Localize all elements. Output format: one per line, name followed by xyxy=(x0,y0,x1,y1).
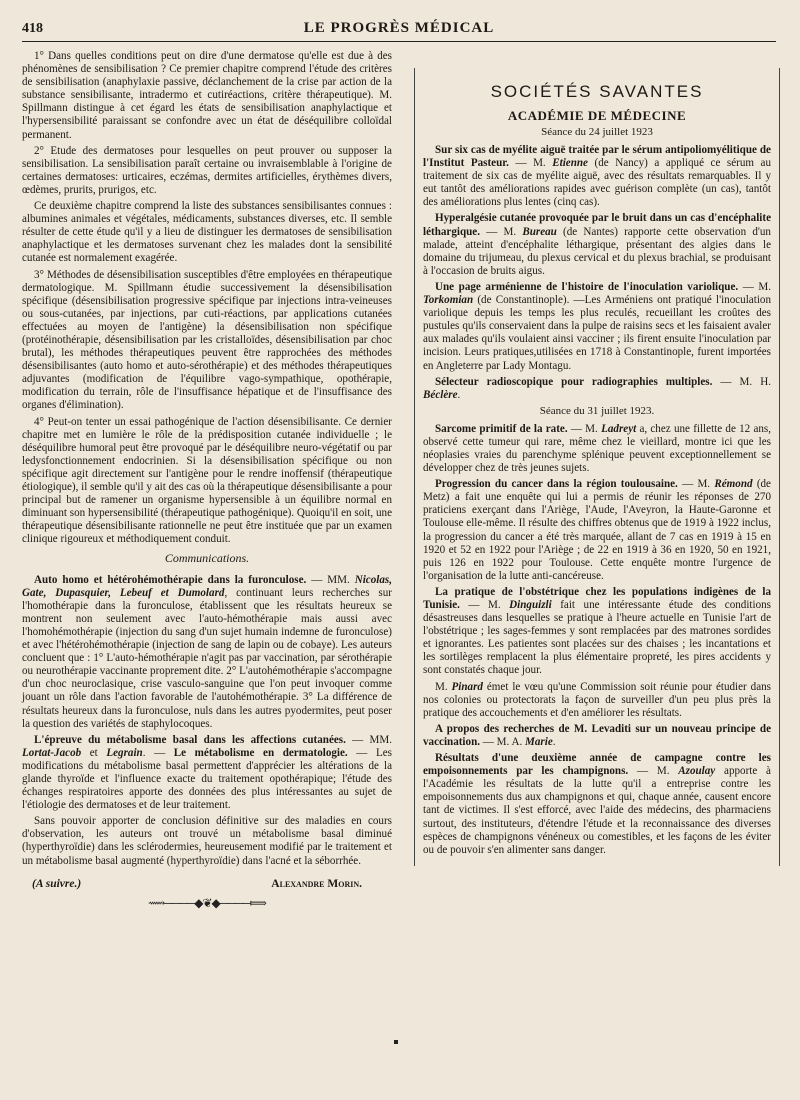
article-authors: Lortat-Jacob xyxy=(22,746,82,759)
print-mark xyxy=(394,1040,398,1044)
report-item: Progression du cancer dans la région toulousaine. — M. Rémond (de Metz) a fait une enquête qui lui a permis de réunir les réponses de 270 praticiens exerçant dans l'Ariège, l'Aude, l'Aveyron, la Haute-Garonne et Toulouse elle-même. Il résulte des chiffres obtenus que de 1919 à 1922 inclus, la progression du cancer a été très marquée, allant de 7 cas en 1919 à 15 en 1920 et 52 en 1922 pour l'Ariège ; de 22 en 1919 à 36 en 1920, 50 en 1921, puis 126 en 1922 pour Toulouse. Cette enquête montre l'urgence de l'organisation de la lutte anti-cancéreuse. xyxy=(423,478,771,582)
report-item: Sélecteur radioscopique pour radiographies multiples. — M. H. Béclère. xyxy=(423,375,771,401)
paragraph-5: 4° Peut-on tenter un essai pathogénique de l'action désensibilisante. Ce dernier chapitre met en lumière le rôle de la prédisposition cutanée individuelle ; le déséquilibre humoral peut être provoqué par le déséquilibre neuro-végétatif ou par ledysfonctionnement endocrinien. Si la désensibilisation spécifique ou non spécifique agit directement sur l'antigène pour le rendre inoffensif (thérapeutique étiologique), il semble qu'il y ait des cas où la thérapeutique désensibilisante a pour principal but de ramener un organisme hypersensible à un équilibre normal en diminuant son hypersensibilité (thérapeutique pathogénique). Quoiqu'il en soit, une thérapeutique désensibilisante rationnelle ne peut être instituée que par un examen clinique rigoureux et méthodiquement conduit. xyxy=(22,415,392,546)
report-item: Sur six cas de myélite aiguë traitée par le sérum antipoliomyélitique de l'Institut Pasteur. — M. Etienne (de Nancy) a appliqué ce sérum au traitement de six cas de myélite aiguë, avec des résultats remarquables. Il y eut tantôt des améliorations rapides avec guérison complète (un cas), tantôt des améliorations plus lentes (cinq cas). xyxy=(423,144,772,209)
paragraph-3: Ce deuxième chapitre comprend la liste des substances sensibilisantes connues : albumines animales et végétales, médicaments, substances diverses, etc. Il semble résulter de cette étude qu'il y a lieu de distinguer les dermatoses de sensibilisation anaphylactique et les dermatoses survenant chez les malades dont la sensibilité cutanée est normalement exagérée. xyxy=(22,200,392,265)
pinard-paragraph: M. Pinard émet le vœu qu'une Commission soit réunie pour étudier dans nos colonies ou protectorats la façon de surveiller d'un peu plus près la pratique des accouchements et d'en améliorer les résultats. xyxy=(423,680,771,719)
author-signature: Alexandre Morin. xyxy=(271,877,362,890)
ornament-divider: ⟿────◆❦◆────⟾ xyxy=(148,895,266,910)
session-date-1: Séance du 24 juillet 1923 xyxy=(541,126,653,138)
report-item: La pratique de l'obstétrique chez les populations indigènes de la Tunisie. — M. Dinguizli fait une intéressante étude des conditions désastreuses dans lesquelles se pratique à l'heure actuelle en Tunisie l'art de l'obstétrique ; les sages-femmes y sont remplacées par des matrones sordides et ignorantes. Les patientes sont placées sur des chaises ; les incantations et les sortilèges remplacent la plus élémentaire propreté, les pires accidents y sont constatés chaque jour. xyxy=(423,585,771,677)
right-column xyxy=(414,50,780,911)
article-title: Auto homo et hétérohémothérapie dans la furonculose. xyxy=(34,573,307,586)
report-item: Sarcome primitif de la rate. — M. Ladreyt a, chez une fillette de 12 ans, observé cette tumeur qui rare, même chez le vieillard, montre ici que les néoplasies vraies du parenchyme splénique peuvent exceptionnellement se développer chez de très jeunes sujets. xyxy=(423,422,772,475)
to-be-continued: (A suivre.) xyxy=(32,877,82,890)
page-number: 418 xyxy=(22,21,43,36)
article-authors-2: Legrain xyxy=(106,746,143,759)
article-authors: Nicolas, Gate, Dupasquier, Lebeuf et Dumolard xyxy=(22,573,392,599)
academy-title: ACADÉMIE DE MÉDECINE xyxy=(507,108,687,123)
signature-line xyxy=(32,878,362,890)
section-title: SOCIÉTÉS SAVANTES xyxy=(490,82,704,101)
two-columns xyxy=(22,50,780,911)
article-subtitle: Le métabolisme en dermatologie. xyxy=(173,746,348,759)
left-column xyxy=(22,50,392,911)
epreuve-article: L'épreuve du métabolisme basal dans les affections cutanées. — MM. Lortat-Jacob et Legrain. — Le métabolisme en dermatologie. — Les modifications du métabolisme basal permettent d'apprécier les altérations de la glande thyroïde et l'influence exacte du traitement opothérapique; l'étude des échanges respiratoires apporte des données des plus intéressantes au sujet de l'étiologie des dermatoses et de leur traitement. xyxy=(22,733,392,812)
report-item: A propos des recherches de M. Levaditi sur un nouveau principe de vaccination. — M. A. Marie. xyxy=(423,722,771,748)
article-title: L'épreuve du métabolisme basal dans les affections cutanées. xyxy=(34,733,346,746)
auto-homo-article: Auto homo et hétérohémothérapie dans la furonculose. — MM. Nicolas, Gate, Dupasquier, Lebeuf et Dumolard, continuant leurs recherches sur l'homothérapie dans la furonculose, établissent que les résultats heureux se montrent non seulement avec l'auto-hémothérapie mais aussi avec l'homohémothérapie (injection du sang d'un sujet humain indemne de furonculose) et avec l'hétérohémothérapie (injection de sang de lapin ou de cobaye). Les auteurs concluent que : 1° L'auto-hémothérapie n'agit pas par vaccination, par sérothérapie ou neurothérapie vaccinante proprement dite. 2° L'autohémothérapie s'accompagne d'un choc neuroclasique, crise vasculo-sanguine que l'on peut invoquer comme jouant un rôle dans l'action favorable de l'autohémothérapie. 3° La différence de résultats heureux dans la furonculose, nuls dans les autres pyodermites, peut poser la question des variétés de staphylocoques. xyxy=(22,573,392,730)
communications-heading: Communications. xyxy=(164,551,250,566)
session-date-2: Séance du 31 juillet 1923. xyxy=(539,404,655,417)
paragraph-2: 2° Etude des dermatoses pour lesquelles on peut prouver ou supposer la sensibilisation. La sensibilisation paraît certaine ou invraisemblable à l'origine de certaines dermatoses: urticaires, eczémas, dermites artificielles, érythèmes divers, œdèmes, prurits, prurigos, etc. xyxy=(22,144,392,196)
report-item: Résultats d'une deuxième année de campagne contre les empoisonnements par les champignons. — M. Azoulay apporte à l'Académie les résultats de la lutte qu'il a entreprise contre les empoisonnements dus aux champignons et qui, chaque année, causent encore tant de victimes. Il s'est efforcé, avec l'aide des médecins, des pharmaciens surtout, des instituteurs, d'étendre l'étude et la reconnaissance des diverses espèces de champignons vénéneux ou comestibles, et les façons de les éviter ou de pouvoir s'en alimenter sans danger. xyxy=(423,752,771,856)
page-header xyxy=(22,20,776,42)
paragraph-4: 3° Méthodes de désensibilisation susceptibles d'être employées en thérapeutique dermatologique. M. Spillmann étudie successivement la désensibilisation spécifique (désensibilisation progressive spécifique par injections intra-veineuses ou sous-cutanées, par injections, par cuti-réactions, par applications cutanées effectuées au moyen de l'antigène) la désensibilisation non spécifique (protéinothérapie, désensibilisation par les cristalloïdes, désensibilisation par choc brutal), les méthodes thérapeutiques peuvent être rapprochées des méthodes désensibilisantes (auto homo et auto-sérothérapie) et des méthodes thérapeutiques adjuvantes (modification de l'équilibre vago-sympathique, opothérapie, modification du terrain, rôle de l'insuffisance hépatique et de l'insuffisance des organes d'élimination). xyxy=(22,268,392,412)
report-item: Une page arménienne de l'histoire de l'inoculation variolique. — M. Torkomian (de Constantinople). —Les Arméniens ont pratiqué l'inoculation variolique depuis les temps les plus reculés, recueillant les croûtes des pustules qu'ils conservaient dans la pulpe de raisins secs et les faisaient avaler aux malades qu'ils voulaient ainsi vacciner ; ils firent ensuite l'inoculation par incision. Leurs pratiques,utilisées en 1718 à Constantinople, furent importées en Angleterre par Lady Montagu. xyxy=(423,280,772,372)
right-column-frame xyxy=(414,68,780,866)
journal-title: LE PROGRÈS MÉDICAL xyxy=(303,20,495,36)
paragraph-1: 1° Dans quelles conditions peut on dire d'une dermatose qu'elle est due à des phénomènes de sensibilisation ? Ce premier chapitre comprend l'étude des critères de sensibilisation (anaphylaxie passive, déclanchement de la crise par action de la substance sensibilisante, intradermo et cutiréactions, critère thérapeutique). M. Spillmann distingue à cet égard les états de sensibilisation anaphylactique et l'hypersensibilité paraissant se confondre avec un état de déséquilibre colloïdal permanent. xyxy=(22,50,392,141)
report-item: Hyperalgésie cutanée provoquée par le bruit dans un cas d'encéphalite léthargique. — M. Bureau (de Nantes) rapporte cette observation d'un malade, atteint d'encéphalite léthargique, présentant des algies dans le domaine du trijumeau, du plexus cervical et du plexus brachial, se produisant à l'occasion de bruits aigus. xyxy=(423,212,771,277)
epreuve-paragraph-2: Sans pouvoir apporter de conclusion définitive sur des maladies en cours d'observation, les auteurs ont trouvé un métabolisme basal diminué (hyperthyroïdie) dans les sclérodermies, heureusement modifié par le traitement et un métabolisme basal augmenté (hyperthyroïdie) dans l'acné et la séborrhée. xyxy=(22,815,392,867)
